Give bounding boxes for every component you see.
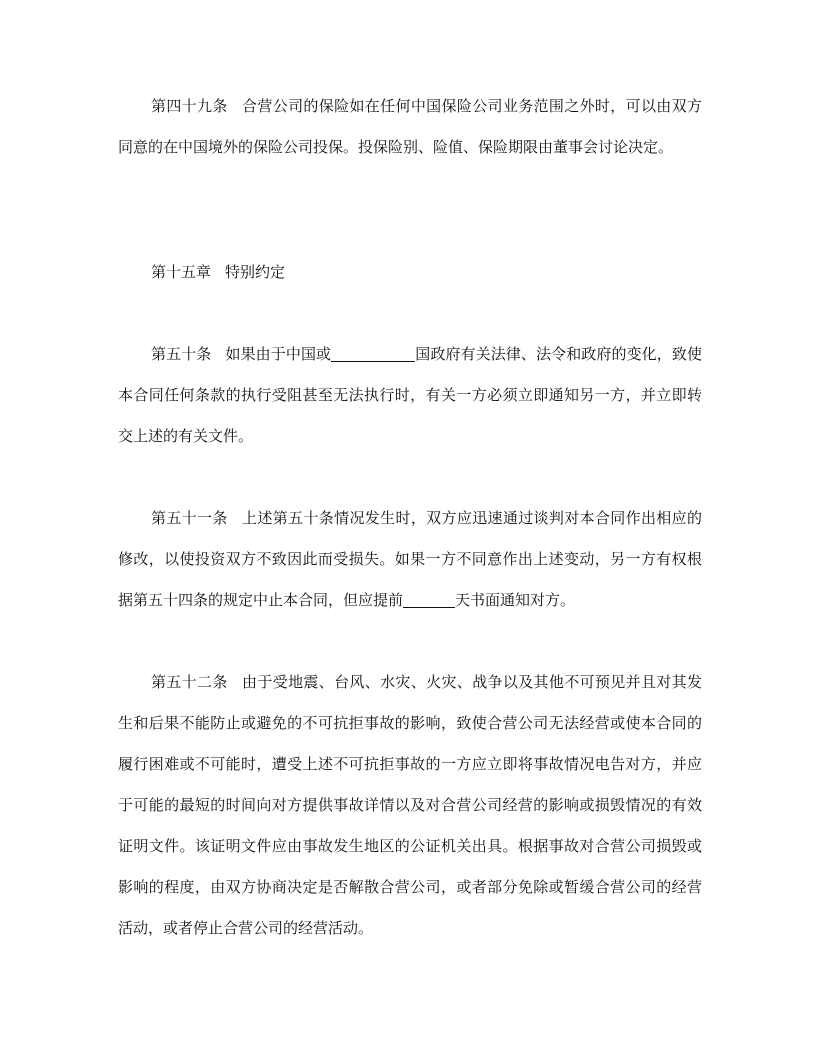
article-heading: 第五十一条: [151, 509, 228, 527]
chapter-15-heading: [118, 252, 702, 293]
chapter-title: 特别约定: [225, 263, 286, 281]
article-text-part-2: 国政府有关法律、法令和政府的变化，致使本合同任何条款的执行受阻甚至无法执行时，有关一方必须立即通知另一方，并立即转交上述的有关文件。: [118, 345, 702, 445]
article-heading: 第五十条: [151, 345, 212, 363]
article-heading: 第五十二条: [151, 673, 228, 691]
article-heading: 第四十九条: [151, 97, 228, 115]
fill-in-blank: [331, 345, 415, 362]
article-52: [118, 662, 702, 949]
article-49: [118, 86, 702, 168]
article-text: 由于受地震、台风、水灾、火灾、战争以及其他不可预见并且对其发生和后果不能防止或避免的不可抗拒事故的影响，致使合营公司无法经营或使本合同的履行困难或不可能时，遭受上述不可抗拒事故的一方应立即将事故情况电告对方，并应于可能的最短的时间向对方提供事故详情以及对合营公司经营的影响或损毁情况的有效证明文件。该证明文件应由事故发生地区的公证机关出具。根据事故对合营公司损毁或影响的程度，由双方协商决定是否解散合营公司，或者部分免除或暂缓合营公司的经营活动，或者停止合营公司的经营活动。: [118, 673, 702, 937]
article-50: [118, 334, 702, 457]
article-51: [118, 498, 702, 621]
article-text-part-2: 天书面通知对方。: [455, 591, 576, 609]
chapter-number: 第十五章: [151, 263, 212, 281]
article-text-part-1: 如果由于中国或: [225, 345, 332, 363]
fill-in-blank: [403, 591, 455, 608]
article-text-part-1: 上述第五十条情况发生时，双方应迅速通过谈判对本合同作出相应的修改，以使投资双方不致因此而受损失。如果一方不同意作出上述变动，另一方有权根据第五十四条的规定中止本合同，但应提前: [118, 509, 702, 609]
article-text: 合营公司的保险如在任何中国保险公司业务范围之外时，可以由双方同意的在中国境外的保险公司投保。投保险别、险值、保险期限由董事会讨论决定。: [118, 97, 702, 156]
